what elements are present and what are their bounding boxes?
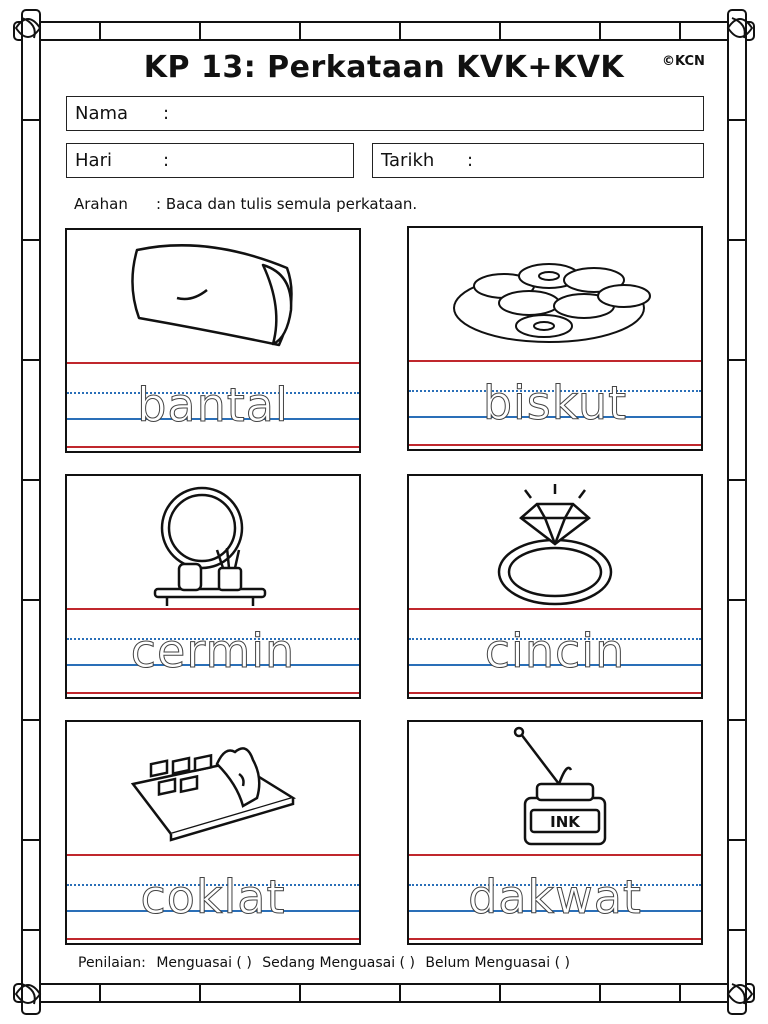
- word-card-cincin: [407, 474, 703, 699]
- pillow-icon: [67, 230, 359, 360]
- chocolate-icon: [67, 722, 359, 852]
- assessment-option-in-progress[interactable]: Sedang Menguasai ( ): [262, 955, 415, 971]
- word-card-coklat: [65, 720, 361, 945]
- word-card-dakwat: [407, 720, 703, 945]
- assessment-option-not-mastered[interactable]: Belum Menguasai ( ): [425, 955, 570, 971]
- word-card-cermin: [65, 474, 361, 699]
- day-label: Hari: [75, 150, 112, 171]
- day-colon: :: [163, 150, 170, 171]
- instruction: [74, 195, 418, 213]
- day-field[interactable]: [66, 143, 354, 178]
- name-field[interactable]: [66, 96, 704, 131]
- trace-word: cincin: [484, 624, 626, 678]
- copyright-mark: ©KCN: [662, 54, 705, 69]
- trace-word: cermin: [130, 624, 296, 678]
- assessment-footer: [78, 955, 576, 971]
- instruction-label: Arahan: [74, 195, 128, 213]
- ring-icon: [409, 476, 701, 606]
- biscuits-icon: [409, 228, 701, 358]
- ink-label: INK: [550, 813, 580, 831]
- date-field[interactable]: [372, 143, 704, 178]
- name-label: Nama: [75, 103, 129, 124]
- trace-word: bantal: [137, 378, 289, 432]
- assessment-label: Penilaian:: [78, 955, 146, 971]
- assessment-option-mastered[interactable]: Menguasai ( ): [156, 955, 252, 971]
- date-colon: :: [467, 150, 474, 171]
- mirror-icon: [67, 476, 359, 606]
- date-label: Tarikh: [381, 150, 435, 171]
- word-card-biskut: [407, 226, 703, 451]
- trace-word: coklat: [140, 870, 286, 924]
- word-card-bantal: [65, 228, 361, 453]
- trace-word: biskut: [482, 376, 628, 430]
- trace-word: dakwat: [468, 870, 642, 924]
- name-colon: :: [163, 103, 170, 124]
- instruction-text: : Baca dan tulis semula perkataan.: [156, 195, 418, 213]
- worksheet-title: KP 13: Perkataan KVK+KVK: [143, 50, 625, 85]
- ink-bottle-icon: [409, 722, 701, 852]
